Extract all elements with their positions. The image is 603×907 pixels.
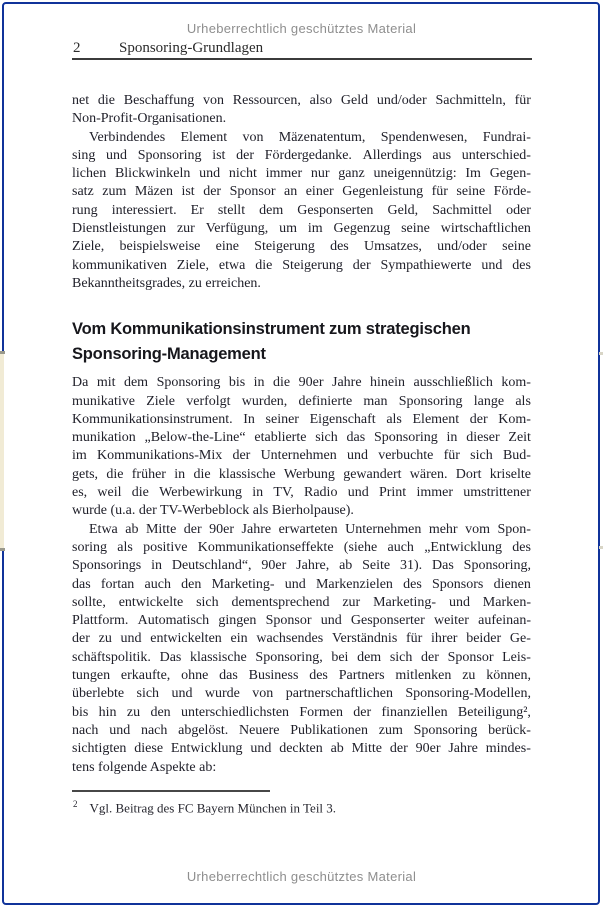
text-line: tens folgende Aspekte ab: [72, 759, 217, 775]
text-line: Dienstleistungen zur Verfügung, um im Gegenzug seine wirtschaftlichen [72, 221, 531, 237]
page-edge-mark-left [0, 353, 4, 549]
heading-line: Vom Kommunikationsinstrument zum strategischen [72, 320, 471, 339]
page-edge-mark-left-top-cap [0, 351, 5, 354]
text-line: sollte, entwickelte sich dementsprechend zur Marketing- und Marken- [72, 594, 531, 610]
text-line: Bekanntheitsgrades, zu erreichen. [72, 275, 261, 291]
copyright-watermark-bottom: Urheberrechtlich geschütztes Material [186, 869, 417, 884]
text-line: Verbindendes Element von Mäzenatentum, Spendenwesen, Fundrai- [89, 129, 531, 145]
text-line: lichen Blickwinkeln und nicht immer nur ganz uneigennützig: Im Gegen- [72, 166, 531, 182]
text-line: Etwa ab Mitte der 90er Jahre erwarteten Unternehmen mehr vom Spon- [89, 521, 531, 537]
text-line: im Kommunikations-Mix der Unternehmen und verbuchte für sich Bud- [72, 448, 531, 464]
header-rule [72, 58, 532, 60]
text-line: kommunikativen Ziele, etwa die Steigerung der Sympathiewerte und des [72, 257, 531, 273]
page-edge-mark-right-top [599, 352, 603, 355]
text-line: wurde (u.a. der TV-Werbeblock als Bierholpause). [72, 503, 354, 519]
text-line: munikation „Below-the-Line“ etablierte sich das Sponsoring in dieser Zeit [72, 430, 531, 446]
text-line: schäftspolitik. Das klassische Sponsoring, bei dem sich der Sponsor Leis- [72, 649, 531, 665]
chapter-title: Sponsoring-Grundlagen [119, 40, 264, 56]
section-heading [72, 317, 531, 367]
text-line: satz zum Mäzen ist der Sponsor an einer Gegenleistung für seine Förde- [72, 184, 531, 200]
text-line: tungen erkaufte, ohne das Business des Partners mitlenken zu können, [72, 668, 531, 684]
page-edge-mark-left-bottom-cap [0, 548, 5, 551]
text-line: Kommunikationsinstrument. In seiner Eigenschaft als Element der Kom- [72, 411, 531, 427]
footnote-rule [72, 790, 270, 792]
text-line: Non-Profit-Organisationen. [72, 111, 227, 127]
paragraph [72, 374, 531, 520]
text-line: munikative Ziele verfolgt wurden, definierte man Sponsoring lange als [72, 393, 531, 409]
paragraph [72, 521, 531, 777]
text-line: soring als positive Kommunikationseffekte (siehe auch „Entwicklung des [72, 539, 531, 555]
text-line: Da mit dem Sponsoring bis in die 90er Jahre hinein ausschließlich kom- [72, 375, 531, 391]
text-line: überlebte sich und wurde von partnerschaftlichen Sponsoring-Modellen, [72, 686, 531, 702]
text-line: rung interessiert. Er stellt dem Gesponserten Geld, Sachmittel oder [72, 202, 531, 218]
text-line: gets, die früher in die klassische Werbung gewandert wären. Dort kriselte [72, 466, 531, 482]
text-line: das fortan auch den Marketing- und Markenzielen des Sponsors dienen [72, 576, 531, 592]
text-line: Sponsorings in Deutschland“, 90er Jahre, ab Seite 31). Das Sponsoring, [72, 558, 531, 574]
text-line: es, weil die Werbewirkung in TV, Radio und Print immer umstrittener [72, 485, 531, 501]
page-number: 2 [73, 40, 81, 56]
text-line: Ziele, beispielsweise eine Steigerung des Umsatzes, und/oder seine [72, 239, 531, 255]
page-edge-mark-right-bottom [599, 546, 603, 549]
footnote [73, 799, 532, 816]
text-line: sichtigten diese Entwicklung und deckten ab Mitte der 90er Jahre mindes- [72, 741, 531, 757]
paragraph [72, 92, 531, 129]
footnote-marker: 2 [73, 799, 78, 809]
text-line: der zu und entwickelten ein wachsendes Verständnis für ihrer beider Ge- [72, 631, 531, 647]
text-line: nach und nach abgelöst. Neuere Publikationen zum Sponsoring berück- [72, 722, 531, 738]
text-line: net die Beschaffung von Ressourcen, also Geld und/oder Sachmitteln, für [72, 93, 531, 108]
body-text [72, 92, 531, 777]
text-line: Plattform. Automatisch gingen Sponsor und Gesponserter weiter aufeinan- [72, 613, 531, 629]
copyright-watermark-top: Urheberrechtlich geschütztes Material [186, 21, 417, 36]
heading-line: Sponsoring-Management [72, 345, 266, 364]
text-line: bis hin zu den unterschiedlichsten Formen der finanziellen Beteiligung², [72, 704, 531, 720]
paragraph [72, 129, 531, 294]
text-line: sing und Sponsoring ist der Fördergedanke. Allerdings aus unterschied- [72, 147, 531, 163]
footnote-text: Vgl. Beitrag des FC Bayern München in Teil 3. [89, 800, 337, 816]
